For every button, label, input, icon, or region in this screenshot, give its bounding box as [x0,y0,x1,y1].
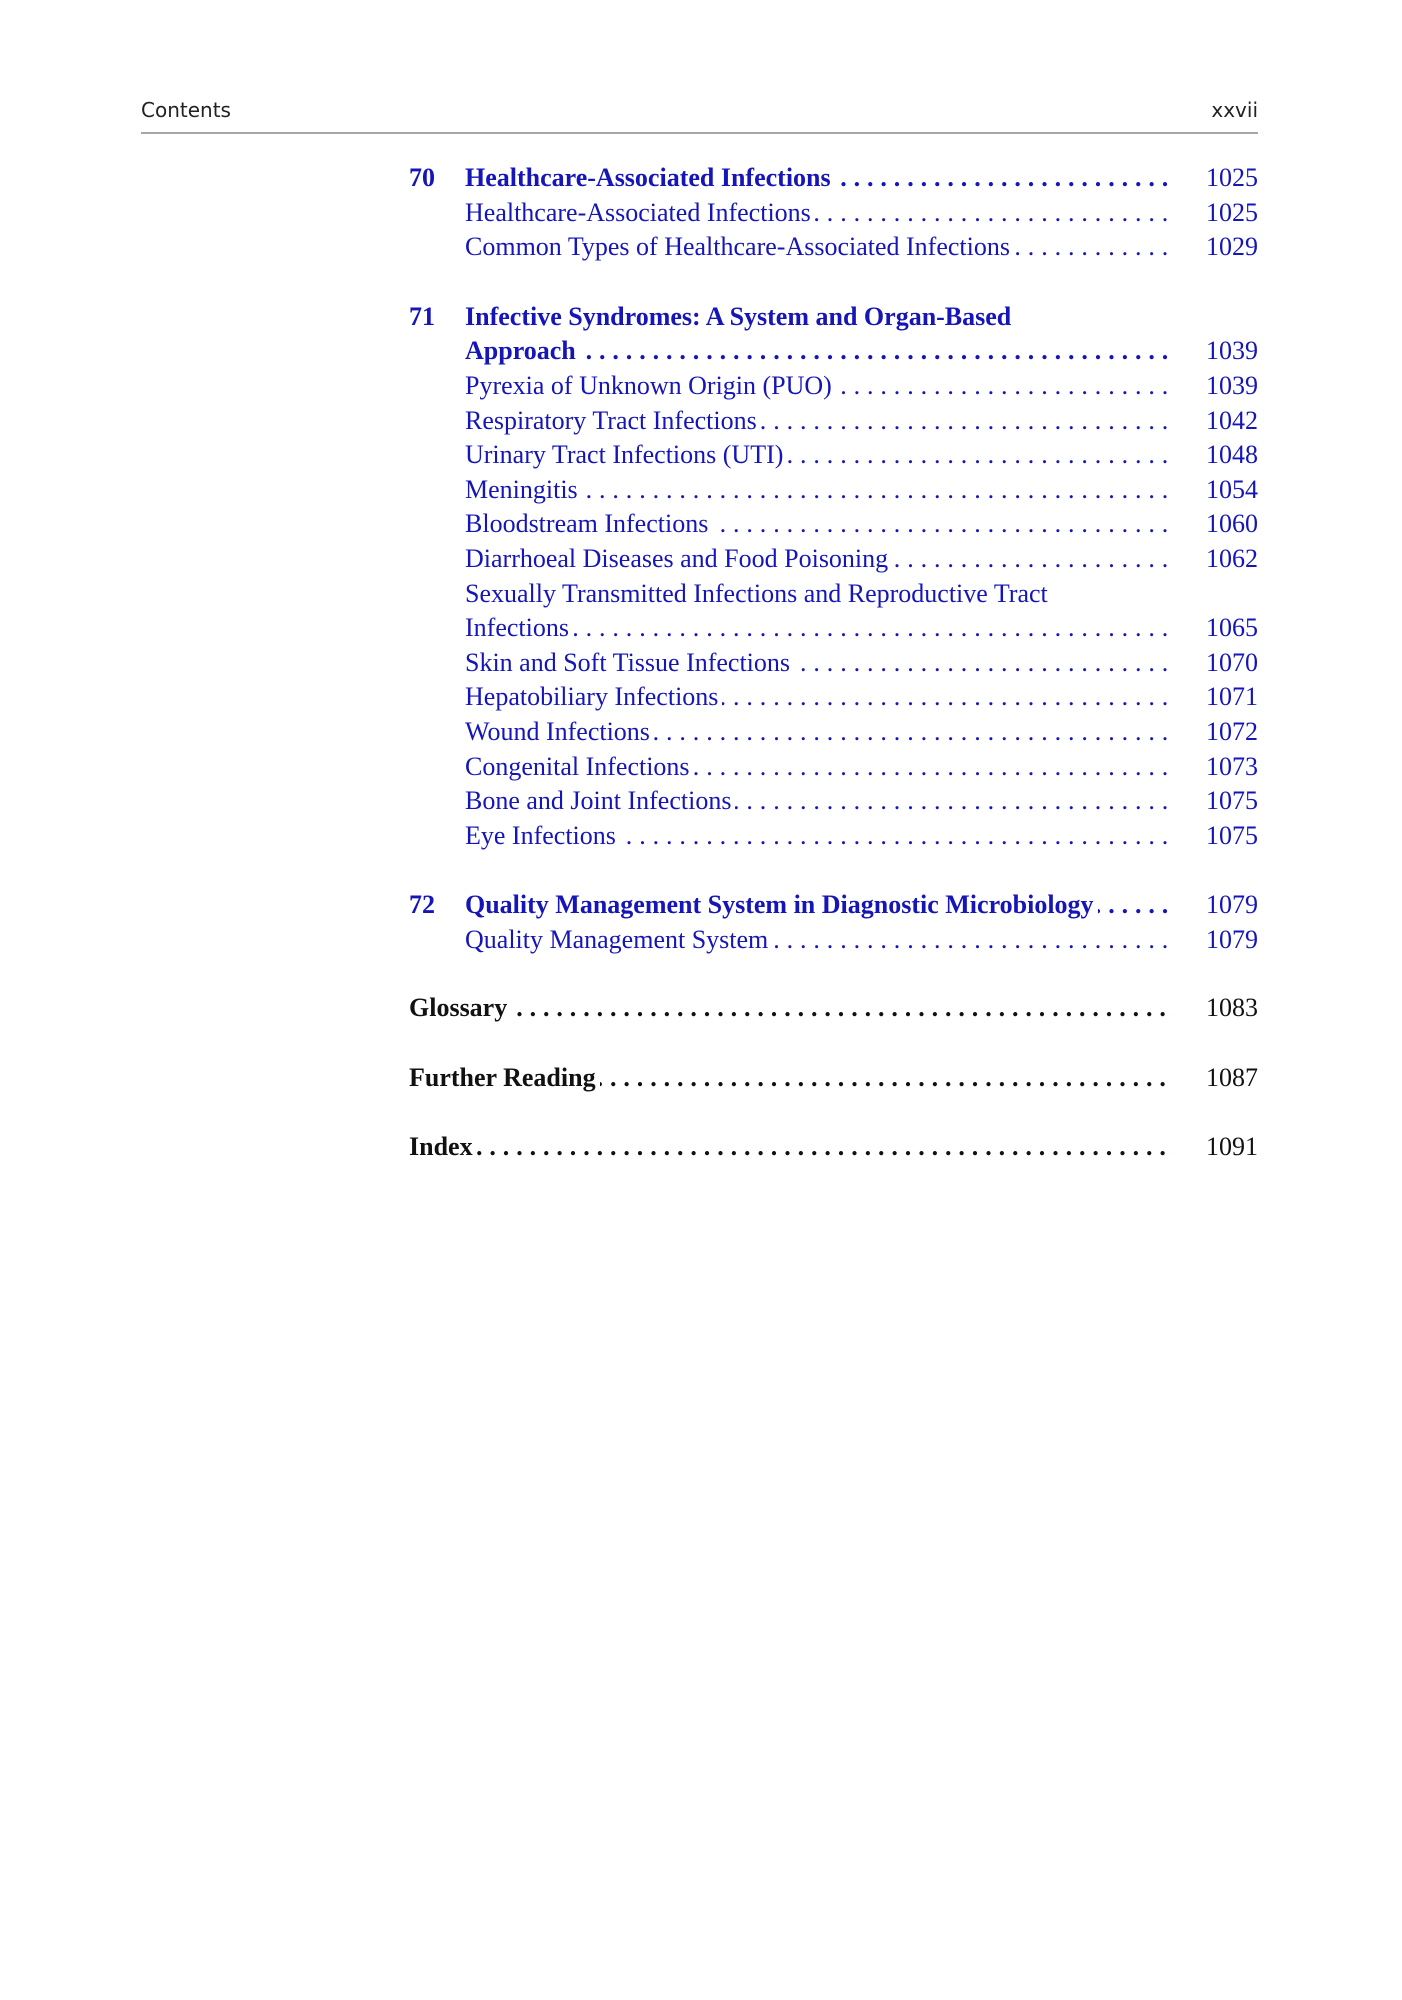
toc-chapter-entry[interactable] [409,161,1258,196]
toc-chapter-72 [409,888,1258,957]
section-page-number: 1075 [1206,820,1258,850]
section-title: Pyrexia of Unknown Origin (PUO) [465,371,836,400]
backmatter-title: Index [409,1132,477,1161]
backmatter-title: Further Reading [409,1063,600,1092]
toc-backmatter-further-reading[interactable] [409,1061,1258,1096]
section-page-number: 1070 [1206,647,1258,677]
backmatter-title: Glossary [409,993,511,1022]
toc-chapter-entry-line1[interactable] [409,300,1258,335]
toc-section-entry[interactable] [409,923,1258,958]
chapter-title-line2: Approach [465,336,580,365]
section-title: Urinary Tract Infections (UTI) [465,440,787,469]
toc-section-entry[interactable] [409,473,1258,508]
toc-section-entry-line1[interactable] [409,577,1258,612]
section-page-number: 1071 [1206,682,1258,712]
toc-section-entry[interactable] [409,646,1258,681]
section-page-number: 1048 [1206,440,1258,470]
section-title: Congenital Infections [465,752,694,781]
toc-backmatter-index[interactable] [409,1130,1258,1165]
toc-section-entry[interactable] [409,369,1258,404]
table-of-contents [409,161,1258,1199]
section-title: Healthcare-Associated Infections [465,198,815,227]
section-page-number: 1065 [1206,613,1258,643]
chapter-page-number: 1079 [1206,890,1258,920]
section-page-number: 1029 [1206,232,1258,262]
toc-section-entry[interactable] [409,438,1258,473]
section-title: Hepatobiliary Infections [465,682,722,711]
section-title: Bone and Joint Infections [465,786,735,815]
chapter-title: Quality Management System in Diagnostic Microbiology [465,890,1098,919]
toc-section-entry-line2[interactable] [409,611,1258,646]
backmatter-page-number: 1083 [1206,993,1258,1023]
chapter-number: 72 [409,890,435,920]
toc-section-entry[interactable] [409,230,1258,265]
section-page-number: 1073 [1206,751,1258,781]
toc-section-entry[interactable] [409,507,1258,542]
toc-section-entry[interactable] [409,196,1258,231]
chapter-number: 71 [409,301,435,331]
toc-chapter-71 [409,300,1258,854]
section-page-number: 1079 [1206,924,1258,954]
backmatter-page-number: 1087 [1206,1062,1258,1092]
toc-section-entry[interactable] [409,819,1258,854]
section-title: Respiratory Tract Infections [465,406,761,435]
running-header-section-title: Contents [141,98,231,122]
toc-section-entry[interactable] [409,715,1258,750]
section-title: Common Types of Healthcare-Associated Infections [465,232,1014,261]
running-header [141,96,1258,134]
toc-backmatter [409,991,1258,1164]
section-page-number: 1039 [1206,370,1258,400]
section-page-number: 1042 [1206,405,1258,435]
section-page-number: 1062 [1206,543,1258,573]
toc-section-entry[interactable] [409,542,1258,577]
section-title: Skin and Soft Tissue Infections [465,648,794,677]
section-title-line1: Sexually Transmitted Infections and Reproductive Tract [465,579,1052,608]
toc-section-entry[interactable] [409,750,1258,785]
section-title: Meningitis [465,475,582,504]
backmatter-page-number: 1091 [1206,1131,1258,1161]
chapter-title-line1: Infective Syndromes: A System and Organ-Based [465,302,1015,331]
section-title: Diarrhoeal Diseases and Food Poisoning [465,544,892,573]
section-page-number: 1075 [1206,786,1258,816]
toc-chapter-entry[interactable] [409,888,1258,923]
toc-chapter-entry-line2[interactable] [409,334,1258,369]
section-title-line2: Infections [465,613,573,642]
section-page-number: 1060 [1206,509,1258,539]
section-title: Quality Management System [465,925,772,954]
toc-section-entry[interactable] [409,404,1258,439]
toc-chapter-70 [409,161,1258,265]
chapter-page-number: 1025 [1206,163,1258,192]
toc-backmatter-glossary[interactable] [409,991,1258,1026]
toc-section-entry[interactable] [409,680,1258,715]
toc-section-entry[interactable] [409,784,1258,819]
section-title: Wound Infections [465,717,654,746]
section-page-number: 1072 [1206,716,1258,746]
chapter-page-number: 1039 [1206,336,1258,366]
section-page-number: 1025 [1206,197,1258,227]
section-title: Eye Infections [465,821,620,850]
chapter-number: 70 [409,163,435,192]
running-header-page-number: xxvii [1211,98,1258,122]
section-page-number: 1054 [1206,474,1258,504]
section-title: Bloodstream Infections [465,509,712,538]
chapter-title: Healthcare-Associated Infections [465,163,835,192]
